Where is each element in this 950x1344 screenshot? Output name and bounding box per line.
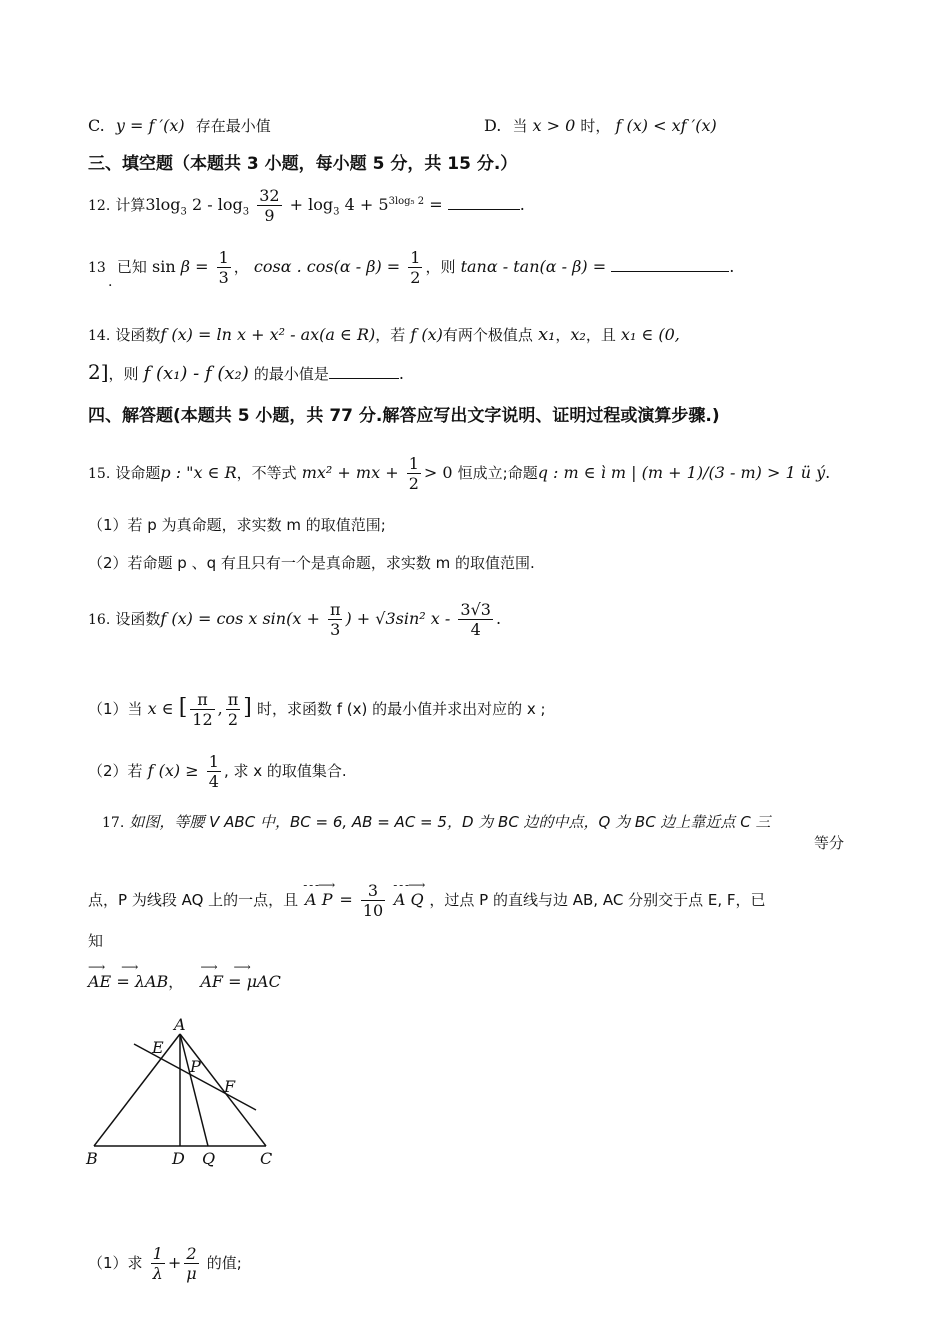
q17-line2-a: 点，P 为线段 AQ 上的一点，且 [88,891,299,909]
question-13 [88,248,735,290]
q17-line-2 [88,880,765,920]
section-3-title: 三、填空题（本题共 3 小题，每小题 5 分，共 15 分.） [88,154,518,174]
q14-bracket: 2] [88,360,109,384]
q12-base-c: 3 [333,206,340,218]
q16-interval-close: ] [243,695,252,721]
q17-line1-end: 等分 [814,834,845,852]
q17-line3-sep: ， [168,973,184,991]
q17-coef-den: 10 [362,901,384,920]
q12-expr-c: + log [284,195,334,215]
q12-base-b: 3 [242,206,250,218]
q17-number: 17. [102,815,125,831]
q14-text3: 有两个极值点 [442,326,533,344]
q14-number: 14. [88,328,111,344]
q14-x2: x₂ [570,325,586,344]
q16-int-b-den: 2 [227,710,239,730]
q16-sub-2 [88,752,347,791]
q12-fraction [257,186,281,225]
q12-exponent: 3log₅ 2 [388,195,425,207]
option-d-prefix: 当 [512,117,528,135]
q15-half [407,454,421,493]
q17-vec-ae: ⟶ ⟶ AE = λAB [88,960,169,991]
q16-sub1-text: 时，求函数 f (x) 的最小值并求出对应的 x ; [256,700,546,719]
q16-expr: f (x) = cos x sin(x + [160,609,320,629]
q17-coef [361,881,385,920]
q15-p: p : "x ∈ R [160,463,237,483]
q16-c-den: 4 [470,620,481,640]
q13-answer-blank[interactable] [611,271,729,272]
q12-expr-c2: 4 + 5 [339,195,389,215]
q15-set: ì m | (m + 1)/(3 - m) > 1 ü ý [600,463,826,483]
q16-number: 16. [88,612,111,629]
q16-sub2-expr: f (x) ≥ [147,761,199,781]
q17-plus: + [167,1253,182,1273]
q15-sub-2: （2）若命题 p 、q 有且只有一个是真命题，求实数 m 的取值范围. [88,554,535,572]
q12-prefix: 计算 [115,196,146,215]
q16-int-b [226,690,241,729]
section-4-title: 四、解答题(本题共 5 小题，共 77 分.解答应写出文字说明、证明过程或演算步骤.) [88,406,720,426]
q12-equals: = [424,195,448,215]
q17-line-1 [102,812,770,832]
q14-expr1: f (x) = ln x + x² - ax(a ∈ R) [160,325,376,344]
q12-number: 12. [88,198,111,215]
q15-sub-1: （1）若 p 为真命题，求实数 m 的取值范围; [88,516,386,534]
q12-expr-a: 3log [145,195,181,215]
q17-line2-end: 知 [88,932,104,950]
question-14-line-2 [88,360,404,385]
q17-vec-af: ⟶ ⟶ AF = μAC [200,960,281,991]
q16-sub2-text: , 求 x 的取值集合. [223,762,347,781]
q12-base-a: 3 [180,206,187,218]
q15-text1: 设命题 [115,464,161,483]
triangle-figure [80,1012,280,1174]
q17-sub1-prefix: （1）求 [88,1254,143,1273]
label-b: B [86,1149,98,1168]
q15-q: q : m ∈ [537,463,596,483]
q16-end: . [495,609,502,629]
option-c [88,116,271,135]
q13-beta: β = [180,257,209,277]
q12-frac-num: 32 [259,186,280,205]
q16-text1: 设函数 [115,610,161,629]
q15-half-num: 1 [408,454,419,473]
q14-expr2: f (x) [410,325,443,344]
q17-s1-den: λ [152,1264,163,1284]
q13-number: 13 [88,260,106,277]
q14-line2-expr: f (x₁) - f (x₂) [143,363,249,384]
q17-vec-aq: - - -⟶ A Q [393,878,425,909]
q16-sub1-x: x ∈ [147,699,174,719]
option-d-expr: f (x) < xf ′(x) [615,116,717,135]
q16-int-b-num: π [227,690,239,709]
q15-gt0: > 0 [423,463,453,483]
q17-vec-aq-text: A Q [393,890,424,909]
q16-pi-num: π [329,600,341,619]
q17-s2-den: μ [186,1264,197,1284]
q16-int-a [190,690,214,729]
option-d-label: D. [484,116,502,135]
q16-quarter [207,752,221,791]
label-f: F [224,1077,236,1096]
label-q: Q [202,1149,216,1168]
q16-pi-frac [328,600,343,639]
q16-int-a-num: π [190,690,214,710]
question-14-line-1 [88,324,680,346]
q13-fraction-2 [408,248,422,287]
q14-answer-blank[interactable] [329,378,399,379]
q17-vec-ap-text: A P [305,890,333,909]
q16-int-a-den: 12 [192,710,213,730]
q16-pi-den: 3 [330,620,341,640]
q17-line2-b: ，过点 P 的直线与边 AB, AC 分别交于点 E, F，已 [429,891,766,909]
q16-sub1-prefix: （1）当 [88,700,143,719]
q17-s1-num: 1 [152,1244,163,1263]
q15-half-den: 2 [408,474,419,494]
q14-x1: x₁ [537,324,556,345]
q14-line2-text2: 的最小值是 [253,365,329,383]
q14-sep1: ， [555,326,571,344]
q17-s2-num: 2 [184,1244,198,1264]
q15-ineq: mx² + mx + [301,463,399,483]
q13-dot: . [108,274,113,290]
q14-end: . [398,364,404,383]
q13-tan-expr: tanα - tan(α - β) = [460,257,607,277]
question-12 [88,186,525,225]
q15-text3: 恒成立;命题 [457,464,538,483]
q15-end: . [825,463,831,483]
question-16 [88,600,501,639]
q17-eq: = [339,890,353,909]
option-d-cond: x > 0 [532,116,576,135]
q13-f1-num: 1 [218,248,229,267]
q13-sin: sin [152,257,176,277]
q16-sub-1: （1）当 x ∈ [ $\frac{\pi}{12}$ , $\frac{\pi}{2}$ ] 时，求函数 f (x) 的最小值并求出对应的 x ; [88,690,546,730]
q13-cos-expr: cosα . cos(α - β) = [253,257,401,277]
label-c: C [260,1149,273,1168]
q12-answer-blank[interactable] [448,209,520,210]
q12-frac-den: 9 [264,206,275,226]
q14-line2-text1: ，则 [108,365,139,383]
q13-comma: ， [233,258,249,277]
q17-sub-1 [88,1244,242,1283]
q17-coef-num: 3 [361,881,385,901]
q13-prefix: 已知 [116,258,147,277]
option-c-text: 存在最小值 [195,117,271,135]
q13-then: ，则 [425,258,456,277]
q17-af-text: AF = μAC [200,972,281,991]
label-e: E [152,1038,164,1057]
q13-f1-den: 3 [218,268,229,288]
q15-text2: ，不等式 [236,464,297,483]
label-d: D [172,1149,185,1168]
q17-vec-ap: - - -⟶ A P [303,878,335,909]
q12-expr-a2: 2 - log [186,195,243,215]
q14-text2: ，若 [375,326,406,344]
q14-text4: ，且 [585,326,616,344]
question-15 [88,454,830,493]
q13-f2-den: 2 [410,268,421,288]
edge-ac [180,1034,266,1146]
label-p: P [190,1057,201,1076]
q17-s2 [184,1244,198,1283]
option-d [484,116,717,135]
q17-ae-text: AE = λAB [88,972,169,991]
q17-sub1-text: 的值; [206,1254,242,1273]
q16-q-num: 1 [208,752,219,771]
option-c-expr: y = f ′(x) [115,116,185,135]
q17-line-3 [88,962,281,991]
q14-cond: x₁ ∈ (0, [620,325,680,344]
option-c-label: C. [88,116,105,135]
q12-end: . [519,195,525,215]
q15-number: 15. [88,466,111,483]
q16-sub2-prefix: （2）若 [88,762,143,781]
q16-interval: [ [178,695,188,721]
q16-c-frac [458,600,493,639]
q16-c-num: 3√3 [460,600,491,619]
q17-s1 [151,1244,165,1283]
edge-ab [94,1034,180,1146]
option-d-mid: 时， [580,117,611,135]
q16-q-den: 4 [208,772,219,792]
q14-text1: 设函数 [115,326,161,344]
label-a: A [174,1015,186,1034]
q13-f2-num: 1 [410,248,421,267]
q13-fraction-1 [217,248,231,287]
q16-expr2: ) + √3sin² x - [345,609,451,629]
q13-end: . [729,257,735,277]
segment-aq [180,1034,208,1146]
q17-line1-text: 如图，等腰 V ABC 中，BC = 6, AB = AC = 5，D 为 BC 边的中点，Q 为 BC 边上靠近点 C 三 [129,813,771,831]
